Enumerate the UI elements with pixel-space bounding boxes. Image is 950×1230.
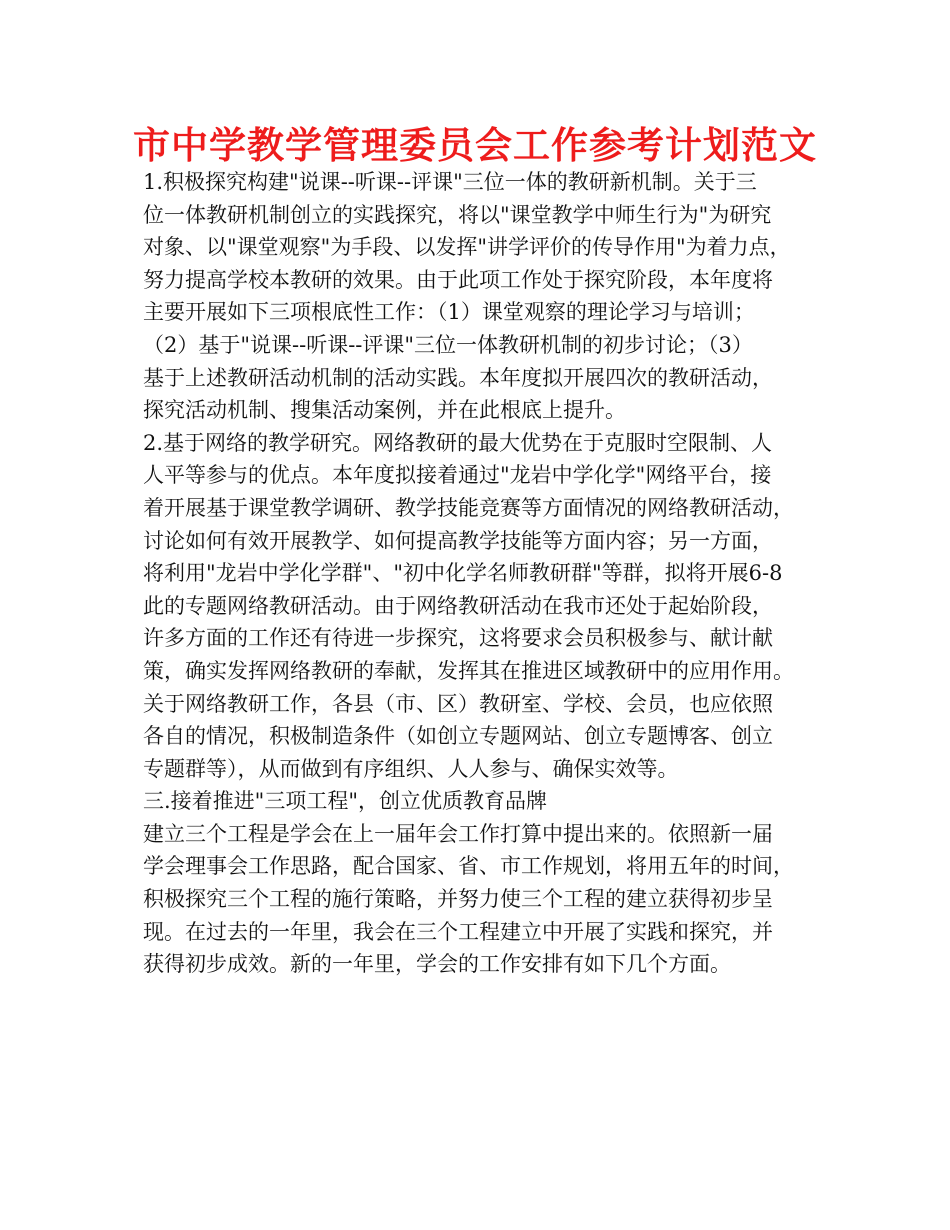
text-line: 将利用"龙岩中学化学群"、"初中化学名师教研群"等群，拟将开展6-8 [143,561,783,586]
document-title: 市中学教学管理委员会工作参考计划范文 [133,124,817,167]
text-line: 专题群等），从而做到有序组织、人人参与、确保实效等。 [143,756,679,781]
text-line: 2.基于网络的教学研究。网络教研的最大优势在于克服时空限制、人 [143,430,773,455]
text-line: 获得初步成效。新的一年里，学会的工作安排有如下几个方面。 [143,952,731,977]
text-line: 此的专题网络教研活动。由于网络教研活动在我市还处于起始阶段， [143,593,773,618]
text-line: 讨论如何有效开展教学、如何提高教学技能等方面内容；另一方面， [143,528,773,553]
text-line: 建立三个工程是学会在上一届年会工作打算中提出来的。依照新一届 [143,821,773,846]
text-line: 探究活动机制、搜集活动案例，并在此根底上提升。 [143,398,626,423]
text-line: 努力提高学校本教研的效果。由于此项工作处于探究阶段，本年度将 [143,267,773,292]
text-line: 积极探究三个工程的施行策略，并努力使三个工程的建立获得初步呈 [143,887,773,912]
text-line: 基于上述教研活动机制的活动实践。本年度拟开展四次的教研活动， [143,365,773,390]
text-line: 学会理事会工作思路，配合国家、省、市工作规划，将用五年的时间， [143,854,794,879]
text-line: 关于网络教研工作，各县（市、区）教研室、学校、会员，也应依照 [143,691,773,716]
text-line: 1.积极探究构建"说课--听课--评课"三位一体的教研新机制。关于三 [143,170,757,194]
text-line: （2）基于"说课--听课--评课"三位一体教研机制的初步讨论；（3） [143,332,753,357]
text-line: 主要开展如下三项根底性工作：（1）课堂观察的理论学习与培训； [143,300,755,325]
text-line: 三.接着推进"三项工程"，创立优质教育品牌 [143,789,547,814]
text-line: 许多方面的工作还有待进一步探究，这将要求会员积极参与、献计献 [143,626,773,651]
text-line: 着开展基于课堂教学调研、教学技能竞赛等方面情况的网络教研活动， [143,495,794,520]
document-body [143,166,823,981]
text-line: 人平等参与的优点。本年度拟接着通过"龙岩中学化学"网络平台，接 [143,463,772,488]
text-line: 对象、以"课堂观察"为手段、以发挥"讲学评价的传导作用"为着力点， [143,235,791,260]
text-line: 各自的情况，积极制造条件（如创立专题网站、创立专题博客、创立 [143,724,773,749]
text-line: 策，确实发挥网络教研的奉献，发挥其在推进区域教研中的应用作用。 [143,658,794,683]
text-line: 位一体教研机制创立的实践探究，将以"课堂教学中师生行为"为研究 [143,202,772,227]
text-line: 现。在过去的一年里，我会在三个工程建立中开展了实践和探究，并 [143,919,773,944]
